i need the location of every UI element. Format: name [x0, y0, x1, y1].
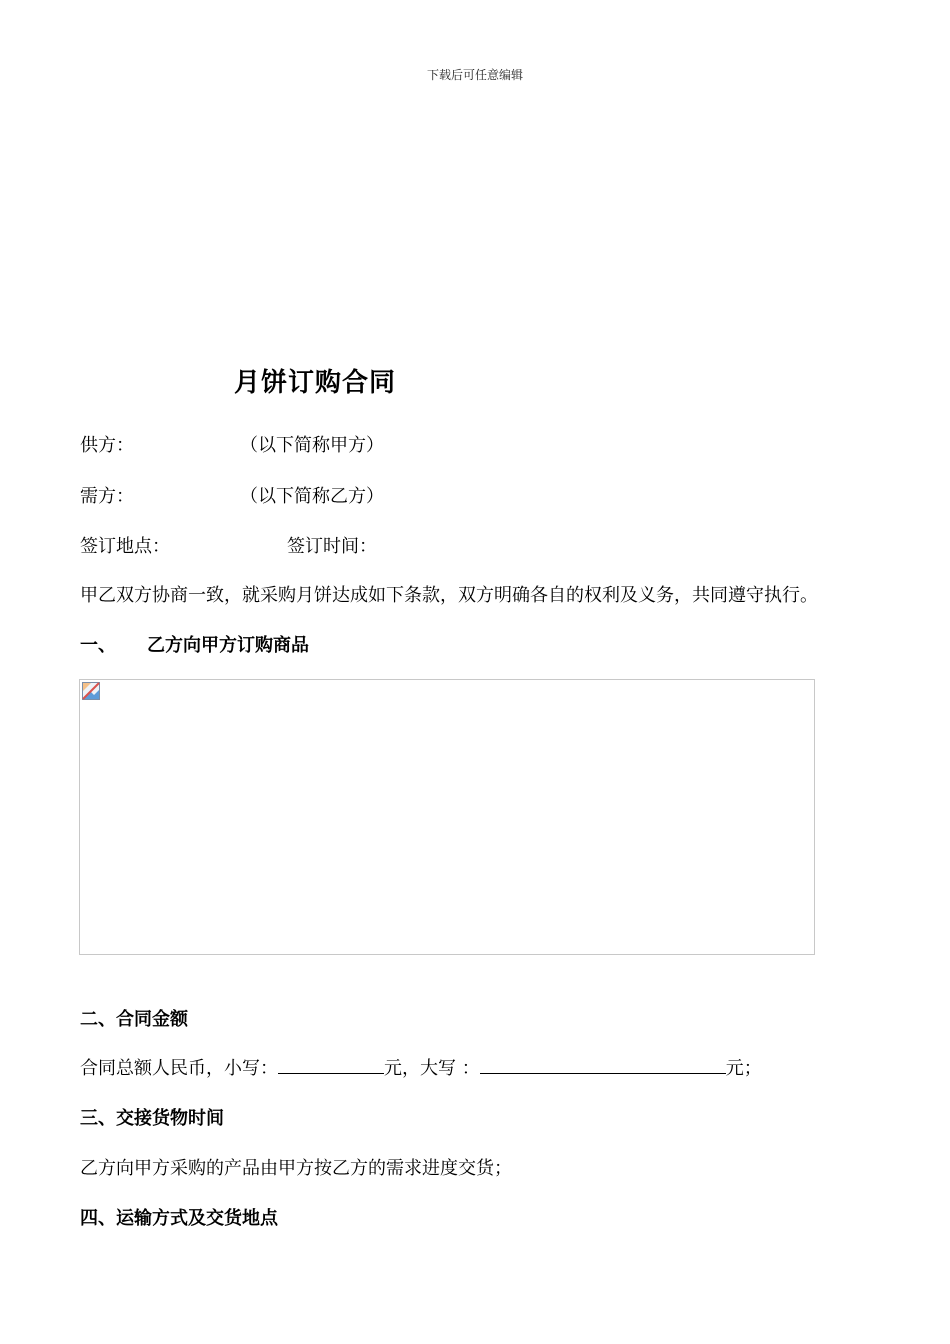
section1-heading: 乙方向甲方订购商品	[147, 635, 309, 656]
amount-text-a: 合同总额人民币，小写：	[80, 1058, 278, 1079]
contract-title: 月饼订购合同	[234, 368, 397, 398]
section2-heading: 二、合同金额	[80, 1009, 188, 1030]
signing-time-label: 签订时间：	[287, 536, 377, 557]
broken-image-icon	[82, 682, 100, 700]
product-table-image	[79, 679, 815, 955]
supplier-note: （以下简称甲方）	[240, 435, 384, 456]
supplier-label: 供方：	[80, 435, 134, 456]
section2-amount-line	[80, 1054, 762, 1080]
section3-heading: 三、交接货物时间	[80, 1108, 224, 1129]
buyer-label: 需方：	[80, 486, 134, 507]
buyer-note: （以下简称乙方）	[240, 486, 384, 507]
amount-lower-blank[interactable]	[278, 1057, 384, 1074]
amount-text-c: 元；	[725, 1058, 762, 1079]
amount-text-b: 元，大写 ：	[384, 1058, 480, 1079]
signing-place-label: 签订地点：	[80, 536, 170, 557]
intro-paragraph: 甲乙双方协商一致，就采购月饼达成如下条款，双方明确各自的权利及义务，共同遵守执行。	[80, 585, 818, 606]
amount-upper-blank[interactable]	[480, 1057, 726, 1074]
section4-heading: 四、运输方式及交货地点	[80, 1208, 278, 1229]
section3-text: 乙方向甲方采购的产品由甲方按乙方的需求进度交货；	[80, 1158, 512, 1179]
header-note: 下载后可任意编辑	[426, 68, 523, 82]
section1-number: 一、	[80, 635, 116, 656]
